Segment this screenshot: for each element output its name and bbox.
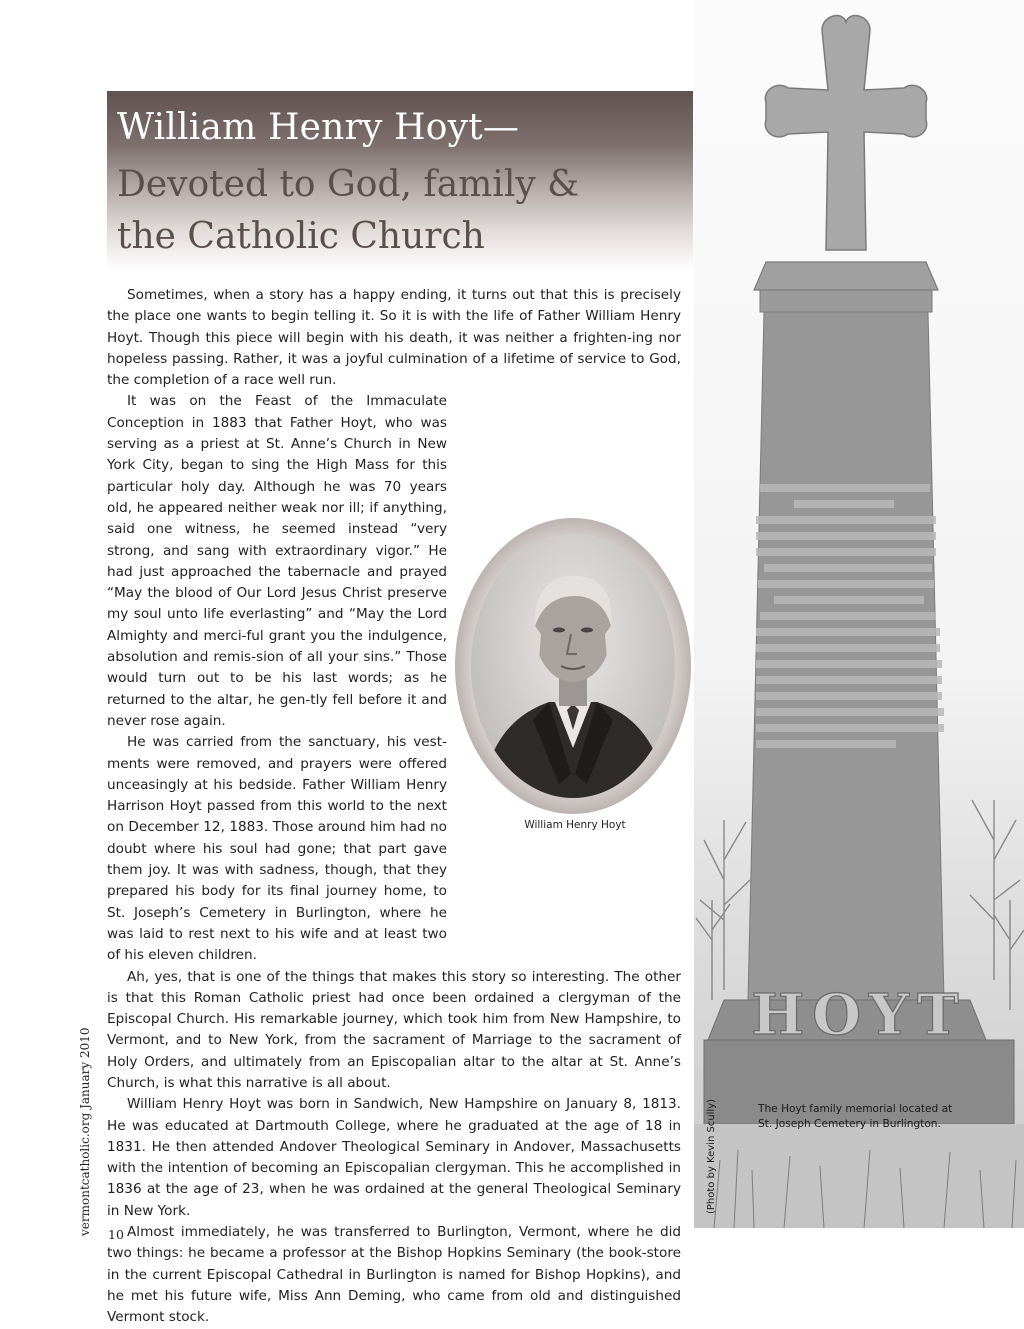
portrait-frame	[455, 518, 691, 814]
publication-footer: vermontcatholic.org January 2010	[78, 1027, 92, 1236]
title-banner	[107, 91, 693, 271]
article-paragraph: Ah, yes, that is one of the things that makes this story so interesting. The other is that this Roman Catholic priest had once been ordained a clergyman of the Episcopal Church. His remarkable journey, which took him from New Hampshire, to Vermont, and to New York, from the sacrament of Marriage to the sacrament of Holy Orders, and ultimately from an Episcopalian altar to the altar at St. Anne’s Church, is what this narrative is all about.	[107, 968, 681, 1091]
article-paragraph: He was carried from the sanctuary, his vest-ments were removed, and prayers were offered unceasingly at his bedside. Father William Henry Harrison Hoyt passed from this world to the next on December 12, 1883. Those around him had no doubt where his soul had gone; that part gave them joy. It was with sadness, though, that they prepared his body for its final journey home, to St. Joseph’s Cemetery in Burlington, where he was laid to rest next to his wife and at least two of his eleven children.	[107, 734, 447, 964]
monument-illustration	[694, 0, 1024, 1228]
page-number: 10	[108, 1227, 124, 1242]
article-paragraph: Almost immediately, he was transferred to Burlington, Vermont, where he did two things: he became a professor at the Bishop Hopkins Seminary (the book-store in the current Episcopal Cathedral in Burlington is named for Bishop Hopkins), and he met his future wife, Miss Ann Deming, who came from old and distinguished Vermont stock.	[107, 1224, 681, 1326]
article-title: William Henry Hoyt—	[117, 107, 520, 148]
article-paragraph: Sometimes, when a story has a happy ending, it turns out that this is precisely the place one wants to begin telling it. So it is with the life of Father William Henry Hoyt. Though this piece will begin with his death, it was neither a frighten-ing nor hopeless passing. Rather, it was a joyful culmination of a lifetime of service to God, the completion of a race well run.	[107, 287, 681, 389]
portrait-caption: William Henry Hoyt	[524, 819, 626, 831]
photo-credit: (Photo by Kevin Scully)	[706, 1098, 717, 1214]
monument-inscription: HOYT	[751, 982, 967, 1048]
article-subtitle-line-1: Devoted to God, family &	[117, 164, 580, 205]
portrait-figure	[471, 534, 675, 798]
article-paragraph: It was on the Feast of the Immaculate Conception in 1883 that Father Hoyt, who was serving as a priest at St. Anne’s Church in New York City, began to sing the High Mass for this particular holy day. Although he was 70 years old, he appeared neither weak nor ill; if anything, said one witness, he seemed instead “very strong, and sang with extraordinary vigor.” He had just approached the tabernacle and prayed “May the blood of Our Lord Jesus Christ preserve my soul unto life everlasting” and “May the Lord Almighty and merci-ful grant you the indulgence, absolution and remis-sion of all your sins.” Those would turn out to be his last words; as he returned to the altar, he gen-tly fell before it and never rose again.	[107, 393, 447, 729]
article-subtitle	[117, 159, 579, 263]
article-paragraph: William Henry Hoyt was born in Sandwich, New Hampshire on January 8, 1813. He was educated at Dartmouth College, where he graduated at the age of 18 in 1831. He then attended Andover Theological Seminary in Andover, Massachusetts with the intention of becoming an Episcopalian clergyman. This he accomplished in 1836 at the age of 23, when he was ordained at the general Theological Seminary in New York.	[107, 1096, 681, 1219]
monument-photo	[694, 0, 1024, 1228]
photo-caption: The Hoyt family memorial located at St. Joseph Cemetery in Burlington.	[758, 1103, 953, 1130]
article-subtitle-line-2: the Catholic Church	[117, 216, 485, 257]
portrait-image	[471, 534, 675, 798]
